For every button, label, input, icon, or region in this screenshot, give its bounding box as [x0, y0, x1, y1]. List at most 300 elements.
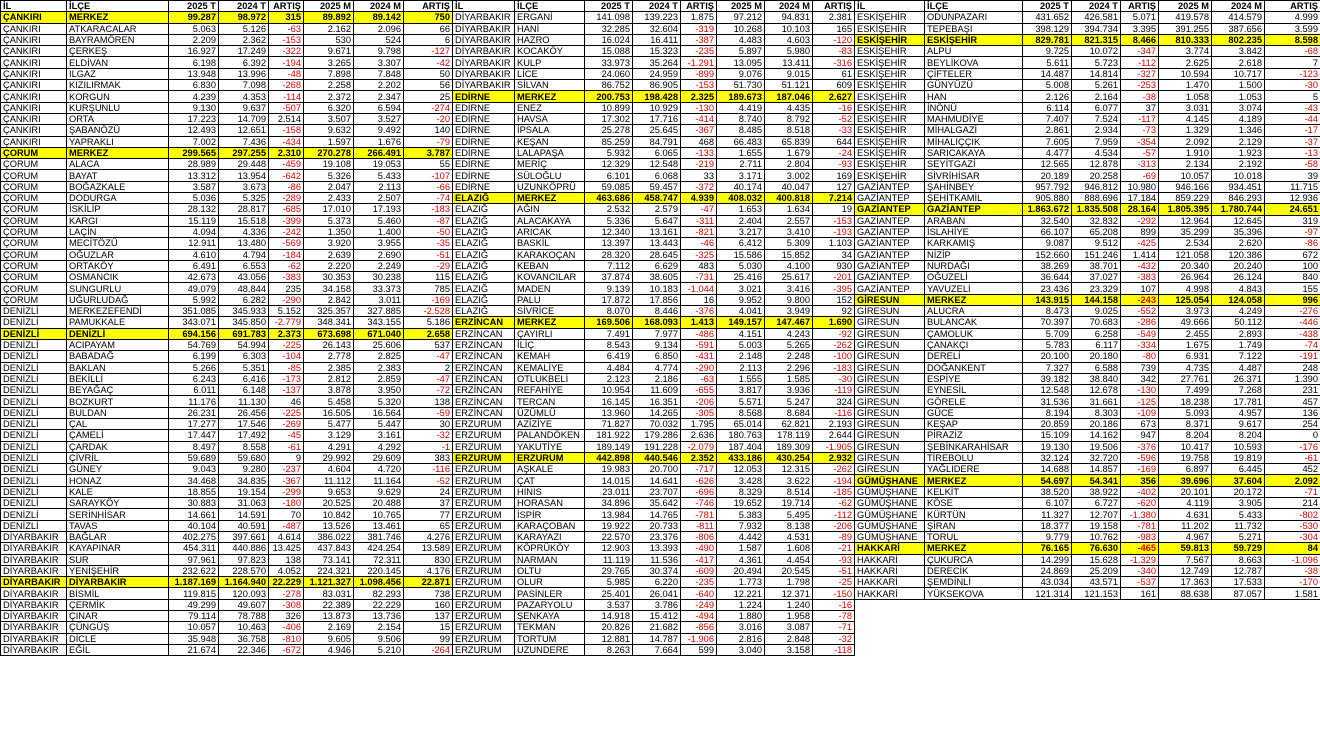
cell-artis-t: 10.980: [1121, 181, 1159, 192]
cell-artis-t: -63: [269, 23, 304, 34]
cell-artis-t: -325: [681, 249, 717, 260]
cell-ilce: ALACAKAYA: [515, 215, 585, 226]
cell-2024m: 5.210: [354, 644, 404, 655]
cell-ilce: ATKARACALAR: [67, 23, 169, 34]
cell-2024t: 4.336: [219, 226, 269, 237]
cell-2024t: 4.794: [219, 249, 269, 260]
cell-artis-m: 25: [404, 91, 453, 102]
table-row: [1, 125, 453, 136]
cell-artis-m: -170: [1265, 577, 1320, 588]
cell-2025m: 1.773: [717, 577, 765, 588]
cell-2025m: 35.299: [1159, 226, 1212, 237]
cell-il: GİRESUN: [855, 317, 925, 328]
table-row: [1, 362, 453, 373]
cell-ilce: ŞABANÖZÜ: [67, 125, 169, 136]
table-row: [1, 577, 453, 588]
cell-2024m: 3.002: [765, 170, 813, 181]
cell-il: GİRESUN: [855, 418, 925, 429]
cell-ilce: KEMAH: [515, 351, 585, 362]
cell-ilce: DENİZLİ: [67, 328, 169, 339]
cell-2024t: 888.696: [1072, 193, 1121, 204]
cell-2024t: 6.148: [219, 385, 269, 396]
cell-artis-t: -86: [269, 181, 304, 192]
cell-ilce: ESPİYE: [925, 373, 1023, 384]
cell-artis-t: -459: [269, 159, 304, 170]
cell-2024m: 10.765: [354, 509, 404, 520]
cell-2025m: 4.442: [717, 531, 765, 542]
cell-2025t: 15.088: [585, 46, 633, 57]
cell-il: ELAZIĞ: [453, 294, 515, 305]
cell-artis-t: 3.395: [1121, 23, 1159, 34]
cell-il: ÇORUM: [1, 260, 67, 271]
cell-2025t: 42.673: [169, 272, 219, 283]
cell-artis-t: -1.380: [1121, 509, 1159, 520]
cell-2024t: 97.823: [219, 554, 269, 565]
cell-2024t: 38.922: [1072, 486, 1121, 497]
cell-2024t: 20.258: [1072, 170, 1121, 181]
cell-2024t: 25.645: [633, 125, 681, 136]
cell-2025m: 433.186: [717, 452, 765, 463]
cell-artis-t: -434: [269, 136, 304, 147]
cell-2024m: 147.467: [765, 317, 813, 328]
table-row: [855, 351, 1320, 362]
cell-ilce: SİVRİCE: [515, 306, 585, 317]
cell-artis-t: 8.466: [1121, 34, 1159, 45]
cell-2025t: 5.783: [1023, 339, 1072, 350]
cell-ilce: BEYLİKOVA: [925, 57, 1023, 68]
table-row: [855, 193, 1320, 204]
cell-2025m: 4.735: [1159, 362, 1212, 373]
cell-il: GİRESUN: [855, 294, 925, 305]
cell-2024t: 345.933: [219, 306, 269, 317]
cell-2024t: 22.346: [219, 644, 269, 655]
cell-artis-m: -153: [813, 215, 855, 226]
cell-artis-t: 1.875: [681, 12, 717, 23]
table-row: [1, 498, 453, 509]
cell-2025t: 18.377: [1023, 520, 1072, 531]
cell-2025t: 152.660: [1023, 249, 1072, 260]
cell-2025t: 7.002: [169, 136, 219, 147]
cell-2024m: 5.320: [354, 396, 404, 407]
cell-2024t: 13.996: [219, 68, 269, 79]
cell-artis-t: -73: [1121, 125, 1159, 136]
cell-artis-m: -32: [404, 430, 453, 441]
cell-il: ERZURUM: [453, 509, 515, 520]
cell-2025t: 11.119: [585, 554, 633, 565]
cell-artis-t: 4.614: [269, 531, 304, 542]
cell-il: ÇANKIRI: [1, 23, 67, 34]
cell-2025m: 16.505: [304, 407, 354, 418]
table-row: [855, 260, 1320, 271]
cell-2024m: 120.386: [1212, 249, 1265, 260]
table-row: [855, 588, 1320, 599]
cell-2024t: 2.579: [633, 204, 681, 215]
cell-il: ERZURUM: [453, 486, 515, 497]
header-2025m: 2025 M: [1159, 1, 1212, 12]
cell-il: ÇORUM: [1, 272, 67, 283]
cell-2025t: 28.132: [169, 204, 219, 215]
cell-2025m: 2.455: [1159, 328, 1212, 339]
cell-artis-m: -35: [404, 238, 453, 249]
cell-artis-m: -47: [404, 373, 453, 384]
cell-artis-t: 138: [269, 554, 304, 565]
cell-artis-m: -52: [404, 475, 453, 486]
cell-artis-m: -264: [404, 644, 453, 655]
cell-artis-m: 15: [404, 622, 453, 633]
cell-2025m: 1.655: [717, 147, 765, 158]
cell-2024m: 1.053: [1212, 91, 1265, 102]
cell-2025t: 8.543: [585, 339, 633, 350]
cell-ilce: MERKEZ: [515, 317, 585, 328]
table-row: [1, 452, 453, 463]
cell-2024t: 59.457: [633, 181, 681, 192]
cell-2025m: 9.632: [304, 125, 354, 136]
cell-artis-m: 750: [404, 12, 453, 23]
cell-il: ERZURUM: [453, 520, 515, 531]
cell-2025t: 12.881: [585, 633, 633, 644]
table-row: [1, 407, 453, 418]
table-row: [855, 373, 1320, 384]
cell-artis-t: -717: [681, 464, 717, 475]
cell-2025m: 8.740: [717, 113, 765, 124]
cell-artis-m: -61: [1265, 452, 1320, 463]
cell-2025t: 7.491: [585, 328, 633, 339]
cell-il: ÇORUM: [1, 215, 67, 226]
cell-2024t: 7.098: [219, 80, 269, 91]
table-row: [855, 215, 1320, 226]
cell-2024t: 30.374: [633, 565, 681, 576]
cell-ilce: GAZİANTEP: [925, 204, 1023, 215]
cell-il: ERZİNCAN: [453, 317, 515, 328]
cell-artis-m: 248: [1265, 362, 1320, 373]
cell-2024m: 934.451: [1212, 181, 1265, 192]
cell-2025t: 12.493: [169, 125, 219, 136]
table-row: [855, 407, 1320, 418]
cell-artis-t: -642: [269, 170, 304, 181]
cell-2025t: 8.473: [1023, 306, 1072, 317]
cell-2024m: 3.158: [765, 644, 813, 655]
population-table-3: [854, 0, 1320, 600]
cell-artis-m: -1.905: [813, 441, 855, 452]
cell-2024m: 3.087: [765, 622, 813, 633]
cell-2024t: 14.162: [1072, 430, 1121, 441]
cell-2025m: 10.842: [304, 509, 354, 520]
cell-2025t: 189.149: [585, 441, 633, 452]
cell-2024t: 29.448: [219, 159, 269, 170]
cell-2024m: 124.058: [1212, 294, 1265, 305]
cell-2024m: 220.145: [354, 565, 404, 576]
cell-artis-t: -1.044: [681, 283, 717, 294]
cell-artis-m: -32: [813, 633, 855, 644]
cell-2024m: 59.729: [1212, 543, 1265, 554]
cell-artis-t: -494: [681, 611, 717, 622]
cell-il: GÜMÜŞHANE: [855, 509, 925, 520]
table-row: [1, 226, 453, 237]
cell-artis-m: 2.932: [813, 452, 855, 463]
cell-2024t: 49.607: [219, 599, 269, 610]
cell-2024m: 1.923: [1212, 147, 1265, 158]
cell-2024t: 4.353: [219, 91, 269, 102]
cell-il: GAZİANTEP: [855, 249, 925, 260]
cell-2024m: 10.717: [1212, 68, 1265, 79]
cell-2025m: 1.910: [1159, 147, 1212, 158]
cell-2024m: 266.491: [354, 147, 404, 158]
table-row: [453, 272, 855, 283]
table-row: [855, 181, 1320, 192]
cell-2024m: 5.265: [765, 339, 813, 350]
table-row: [1, 57, 453, 68]
cell-2024t: 10.183: [633, 283, 681, 294]
cell-2025m: 8.204: [1159, 430, 1212, 441]
cell-2025m: 419.578: [1159, 12, 1212, 23]
cell-artis-t: 9: [269, 452, 304, 463]
cell-artis-m: -79: [404, 136, 453, 147]
cell-2024t: 6.220: [633, 577, 681, 588]
cell-il: ÇORUM: [1, 294, 67, 305]
cell-2024m: 2.383: [354, 362, 404, 373]
cell-il: ERZİNCAN: [453, 407, 515, 418]
cell-2025t: 6.114: [1023, 102, 1072, 113]
header-2025m: 2025 M: [717, 1, 765, 12]
cell-2025t: 6.107: [1023, 498, 1072, 509]
cell-artis-t: -1.329: [1121, 554, 1159, 565]
cell-2025m: 391.255: [1159, 23, 1212, 34]
cell-2025m: 2.639: [304, 249, 354, 260]
cell-artis-m: 66: [404, 23, 453, 34]
cell-2024m: 1.634: [765, 204, 813, 215]
cell-il: ESKİŞEHİR: [855, 68, 925, 79]
cell-2024t: 17.249: [219, 46, 269, 57]
cell-2025t: 9.130: [169, 102, 219, 113]
cell-2025m: 9.952: [717, 294, 765, 305]
cell-2024m: 3.955: [354, 238, 404, 249]
cell-2024m: 1.346: [1212, 125, 1265, 136]
cell-artis-m: 672: [1265, 249, 1320, 260]
cell-artis-t: -569: [269, 238, 304, 249]
cell-2024t: 7.524: [1072, 113, 1121, 124]
cell-2024t: 6.077: [1072, 102, 1121, 113]
cell-il: GİRESUN: [855, 351, 925, 362]
table-row: [453, 520, 855, 531]
cell-artis-m: -530: [1265, 520, 1320, 531]
cell-artis-m: 2.381: [813, 12, 855, 23]
table-row: [453, 136, 855, 147]
cell-2025m: 8.329: [717, 486, 765, 497]
cell-2024t: 9.512: [1072, 238, 1121, 249]
table-row: [1, 520, 453, 531]
table-row: [855, 543, 1320, 554]
cell-2025m: 4.119: [1159, 498, 1212, 509]
cell-2025t: 14.015: [585, 475, 633, 486]
cell-2025t: 16.024: [585, 34, 633, 45]
cell-ilce: DODURGA: [67, 193, 169, 204]
cell-2024m: 4.189: [1212, 113, 1265, 124]
cell-ilce: SERİNHİSAR: [67, 509, 169, 520]
cell-2024m: 3.527: [354, 113, 404, 124]
cell-artis-t: -367: [269, 475, 304, 486]
cell-ilce: KELKİT: [925, 486, 1023, 497]
cell-2025t: 4.094: [169, 226, 219, 237]
cell-2025m: 3.016: [717, 622, 765, 633]
cell-2025m: 1.587: [717, 543, 765, 554]
cell-2025t: 8.497: [169, 441, 219, 452]
cell-2024m: 424.254: [354, 543, 404, 554]
cell-2024t: 6.629: [633, 260, 681, 271]
cell-artis-t: -125: [1121, 396, 1159, 407]
cell-2025t: 86.752: [585, 80, 633, 91]
cell-artis-m: -78: [813, 611, 855, 622]
cell-2025m: 270.278: [304, 147, 354, 158]
cell-ilce: OLUR: [515, 577, 585, 588]
table-row: [1, 283, 453, 294]
cell-il: DİYARBAKIR: [453, 57, 515, 68]
cell-il: ÇANKIRI: [1, 46, 67, 57]
cell-2025t: 6.101: [585, 170, 633, 181]
cell-2025t: 7.112: [585, 260, 633, 271]
cell-il: DENİZLİ: [1, 317, 67, 328]
cell-artis-m: 169: [813, 170, 855, 181]
cell-il: ÇORUM: [1, 181, 67, 192]
cell-2025m: 8.371: [1159, 418, 1212, 429]
cell-2024m: 4.100: [765, 260, 813, 271]
cell-artis-t: -46: [681, 238, 717, 249]
cell-2024t: 20.733: [633, 520, 681, 531]
cell-2024m: 3.416: [765, 283, 813, 294]
cell-2024t: 4.774: [633, 362, 681, 373]
cell-2024t: 12.707: [1072, 509, 1121, 520]
cell-artis-m: 383: [404, 452, 453, 463]
cell-2025m: 2.220: [304, 260, 354, 271]
table-row: [453, 102, 855, 113]
cell-artis-m: -183: [813, 362, 855, 373]
cell-artis-m: 138: [404, 396, 453, 407]
cell-ilce: SUR: [67, 554, 169, 565]
cell-ilce: KORGUN: [67, 91, 169, 102]
cell-2024t: 6.850: [633, 351, 681, 362]
cell-2024m: 2.825: [354, 351, 404, 362]
table-row: [453, 12, 855, 23]
cell-2024m: 189.309: [765, 441, 813, 452]
cell-artis-m: -37: [1265, 136, 1320, 147]
cell-2025t: 99.287: [169, 12, 219, 23]
cell-artis-t: 2.352: [681, 452, 717, 463]
cell-artis-t: -235: [681, 46, 717, 57]
cell-ilce: KIZILIRMAK: [67, 80, 169, 91]
cell-2024t: 98.972: [219, 12, 269, 23]
cell-2024m: 30.238: [354, 272, 404, 283]
cell-2024t: 3.786: [633, 599, 681, 610]
cell-2025m: 2.092: [1159, 136, 1212, 147]
cell-il: DİYARBAKIR: [1, 644, 67, 655]
cell-artis-m: -42: [404, 57, 453, 68]
cell-2025m: 2.711: [717, 159, 765, 170]
cell-2024m: 4.292: [354, 441, 404, 452]
cell-ilce: PAZARYOLU: [515, 599, 585, 610]
cell-ilce: İSKİLİP: [67, 204, 169, 215]
cell-artis-m: 136: [1265, 407, 1320, 418]
cell-ilce: ESKİŞEHİR: [925, 34, 1023, 45]
cell-il: ESKİŞEHİR: [855, 159, 925, 170]
cell-2024m: 2.507: [354, 193, 404, 204]
cell-ilce: İSPİR: [515, 509, 585, 520]
table-row: [855, 294, 1320, 305]
cell-artis-m: 231: [1265, 385, 1320, 396]
cell-ilce: ŞİRAN: [925, 520, 1023, 531]
cell-2025m: 7.499: [1159, 385, 1212, 396]
cell-2025t: 14.688: [1023, 464, 1072, 475]
table-row: [1, 351, 453, 362]
cell-artis-t: -537: [1121, 577, 1159, 588]
cell-2025m: 810.333: [1159, 34, 1212, 45]
cell-2024m: 9.798: [354, 46, 404, 57]
cell-2024t: 86.905: [633, 80, 681, 91]
cell-2025m: 10.057: [1159, 170, 1212, 181]
cell-artis-t: -376: [681, 306, 717, 317]
cell-ilce: ENEZ: [515, 102, 585, 113]
cell-2025m: 34.158: [304, 283, 354, 294]
cell-il: EDİRNE: [453, 125, 515, 136]
cell-artis-m: -50: [404, 226, 453, 237]
cell-2024t: 168.093: [633, 317, 681, 328]
cell-ilce: KÜRTÜN: [925, 509, 1023, 520]
cell-il: ELAZIĞ: [453, 204, 515, 215]
cell-2025m: 2.047: [304, 181, 354, 192]
table-row: [855, 396, 1320, 407]
cell-artis-t: 161: [1121, 588, 1159, 599]
cell-2025t: 14.299: [1023, 554, 1072, 565]
cell-2024m: 5.433: [354, 170, 404, 181]
cell-artis-m: -304: [1265, 531, 1320, 542]
cell-2025m: 5.003: [717, 339, 765, 350]
cell-ilce: OSMANCIK: [67, 272, 169, 283]
cell-artis-m: 2.658: [404, 328, 453, 339]
table-row: [453, 565, 855, 576]
cell-ilce: HAZRO: [515, 34, 585, 45]
table-row: [453, 80, 855, 91]
cell-2025m: 6.931: [1159, 351, 1212, 362]
cell-2025m: 26.143: [304, 339, 354, 350]
cell-artis-t: -383: [1121, 272, 1159, 283]
cell-2024m: 3.905: [1212, 498, 1265, 509]
cell-artis-t: -640: [681, 588, 717, 599]
cell-artis-t: -1.291: [681, 57, 717, 68]
cell-2025t: 13.984: [585, 509, 633, 520]
cell-ilce: ÇAMOLUK: [925, 328, 1023, 339]
table-row: [1, 113, 453, 124]
cell-2024t: 43.056: [219, 272, 269, 283]
cell-il: ERZURUM: [453, 577, 515, 588]
cell-2025t: 141.098: [585, 12, 633, 23]
cell-artis-t: -130: [1121, 385, 1159, 396]
cell-artis-t: 33: [681, 170, 717, 181]
table-row: [855, 170, 1320, 181]
cell-artis-t: 673: [1121, 418, 1159, 429]
cell-2025m: 3.171: [717, 170, 765, 181]
cell-2024t: 40.591: [219, 520, 269, 531]
cell-2024m: 8.514: [765, 486, 813, 497]
cell-2024m: 2.113: [354, 181, 404, 192]
cell-ilce: HONAZ: [67, 475, 169, 486]
cell-artis-m: -1.096: [1265, 554, 1320, 565]
cell-artis-t: -383: [269, 272, 304, 283]
cell-2025m: 12.221: [717, 588, 765, 599]
cell-2024t: 70.683: [1072, 317, 1121, 328]
table-row: [453, 396, 855, 407]
cell-2024t: 8.558: [219, 441, 269, 452]
cell-artis-m: 50: [404, 68, 453, 79]
cell-ilce: PALANDÖKEN: [515, 430, 585, 441]
cell-2025t: 6.198: [169, 57, 219, 68]
